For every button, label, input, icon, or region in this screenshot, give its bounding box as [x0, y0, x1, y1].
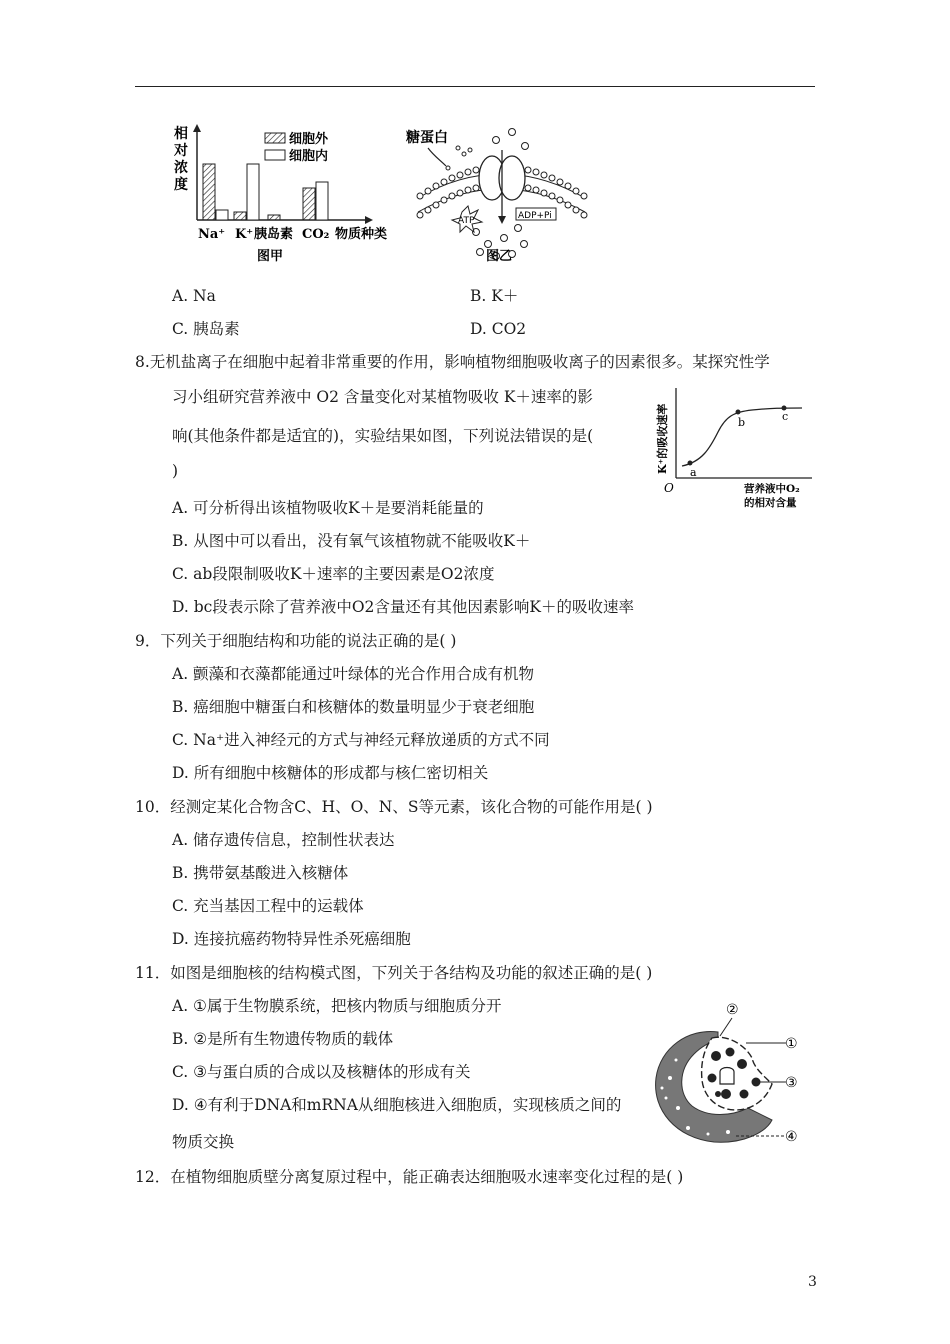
q10-option-c: C. 充当基因工程中的运载体 — [172, 897, 364, 915]
q11-nucleus-diagram — [648, 998, 803, 1148]
marker-1: ① — [785, 1036, 798, 1052]
x-axis-label: 物质种类 — [335, 227, 388, 242]
legend-inside: 细胞内 — [289, 149, 329, 164]
q11-option-d-line2: 物质交换 — [172, 1133, 235, 1151]
q8-label-a: a — [690, 466, 697, 479]
q11-option-c: C. ③与蛋白质的合成以及核糖体的形成有关 — [172, 1063, 471, 1081]
bar-co2-inside — [316, 182, 328, 220]
q8-y-label: K⁺的吸收速率 — [656, 403, 669, 474]
figure-jia-bar-chart — [165, 120, 405, 270]
q7-option-a: A. Na — [172, 287, 216, 305]
label-adp: ADP+Pi — [518, 211, 552, 221]
q8-point-a — [688, 461, 693, 466]
figure-yi-caption: 图乙 — [486, 249, 513, 264]
marker-3: ③ — [785, 1075, 798, 1091]
q7-option-b: B. K＋ — [470, 287, 519, 305]
bar-co2-outside — [303, 188, 315, 220]
q7-option-c: C. 胰岛素 — [172, 320, 240, 338]
q8-stem-line2: 习小组研究营养液中 O2 含量变化对某植物吸收 K＋速率的影 — [172, 388, 593, 406]
q11-option-a: A. ①属于生物膜系统，把核内物质与细胞质分开 — [172, 997, 502, 1015]
bar-k-outside — [234, 212, 246, 220]
bar-na-outside — [203, 164, 215, 220]
bar-insulin-outside — [268, 215, 280, 220]
bar-k-inside — [247, 164, 259, 220]
q8-x-label-1: 营养液中O₂ — [744, 483, 800, 495]
q8-point-b — [736, 410, 741, 415]
svg-text:浓: 浓 — [174, 160, 188, 176]
q11-stem: 11．如图是细胞核的结构模式图，下列关于各结构及功能的叙述正确的是( ) — [135, 964, 653, 982]
y-label-char: 相 — [174, 126, 188, 142]
q10-stem: 10．经测定某化合物含C、H、O、N、S等元素，该化合物的可能作用是( ) — [135, 798, 653, 816]
q8-option-b: B. 从图中可以看出，没有氧气该植物就不能吸收K＋ — [172, 532, 531, 550]
x-tick-na: Na⁺ — [198, 227, 226, 242]
legend-swatch-inside — [265, 150, 285, 160]
bar-na-inside — [216, 210, 228, 220]
q8-option-c: C. ab段限制吸收K＋速率的主要因素是O2浓度 — [172, 565, 495, 583]
q8-x-label-2: 的相对含量 — [744, 497, 797, 509]
q11-option-b: B. ②是所有生物遗传物质的载体 — [172, 1030, 394, 1048]
q8-absorption-chart — [652, 384, 817, 512]
q10-option-b: B. 携带氨基酸进入核糖体 — [172, 864, 349, 882]
q8-stem-line3: 响(其他条件都是适宜的)，实验结果如图，下列说法错误的是( — [172, 427, 594, 445]
nucleolus — [720, 1068, 734, 1085]
label-atp: ATP — [458, 216, 475, 226]
q7-option-d: D. CO2 — [470, 320, 527, 338]
legend-outside: 细胞外 — [289, 132, 329, 147]
header-rule — [135, 86, 815, 87]
figure-jia-caption: 图甲 — [257, 249, 284, 264]
q9-stem: 9．下列关于细胞结构和功能的说法正确的是( ) — [135, 632, 457, 650]
q9-option-c: C. Na⁺进入神经元的方式与神经元释放递质的方式不同 — [172, 731, 550, 749]
q8-option-d: D. bc段表示除了营养液中O2含量还有其他因素影响K＋的吸收速率 — [172, 598, 634, 616]
q9-option-d: D. 所有细胞中核糖体的形成都与核仁密切相关 — [172, 764, 489, 782]
label-glycoprotein: 糖蛋白 — [406, 130, 448, 146]
marker-4: ④ — [785, 1129, 798, 1145]
svg-text:对: 对 — [174, 143, 188, 159]
q9-option-a: A. 颤藻和衣藻都能通过叶绿体的光合作用合成有机物 — [172, 665, 535, 683]
q8-label-b: b — [738, 416, 746, 429]
x-tick-co2: CO₂ — [302, 227, 330, 242]
legend-swatch-outside — [265, 133, 285, 143]
q8-label-c: c — [782, 410, 789, 423]
protein-right — [499, 156, 525, 200]
q9-option-b: B. 癌细胞中糖蛋白和核糖体的数量明显少于衰老细胞 — [172, 698, 535, 716]
svg-text:度: 度 — [174, 177, 188, 193]
x-tick-insulin: 胰岛素 — [254, 227, 294, 242]
q8-stem-line4: ) — [172, 462, 179, 480]
q8-stem-line1: 8.无机盐离子在细胞中起着非常重要的作用，影响植物细胞吸收离子的因素很多。某探究性学 — [135, 353, 770, 371]
q8-origin: O — [664, 481, 674, 495]
page-number: 3 — [808, 1274, 817, 1290]
q12-stem: 12．在植物细胞质壁分离复原过程中，能正确表达细胞吸水速率变化过程的是( ) — [135, 1168, 684, 1186]
q10-option-d: D. 连接抗癌药物特异性杀死癌细胞 — [172, 930, 411, 948]
marker-2: ② — [726, 1002, 739, 1018]
x-tick-k: K⁺ — [235, 227, 254, 242]
q10-option-a: A. 储存遗传信息，控制性状表达 — [172, 831, 395, 849]
figure-yi-membrane-diagram — [400, 120, 610, 270]
q11-option-d-line1: D. ④有利于DNA和mRNA从细胞核进入细胞质，实现核质之间的 — [172, 1096, 622, 1114]
q8-option-a: A. 可分析得出该植物吸收K＋是要消耗能量的 — [172, 499, 484, 517]
